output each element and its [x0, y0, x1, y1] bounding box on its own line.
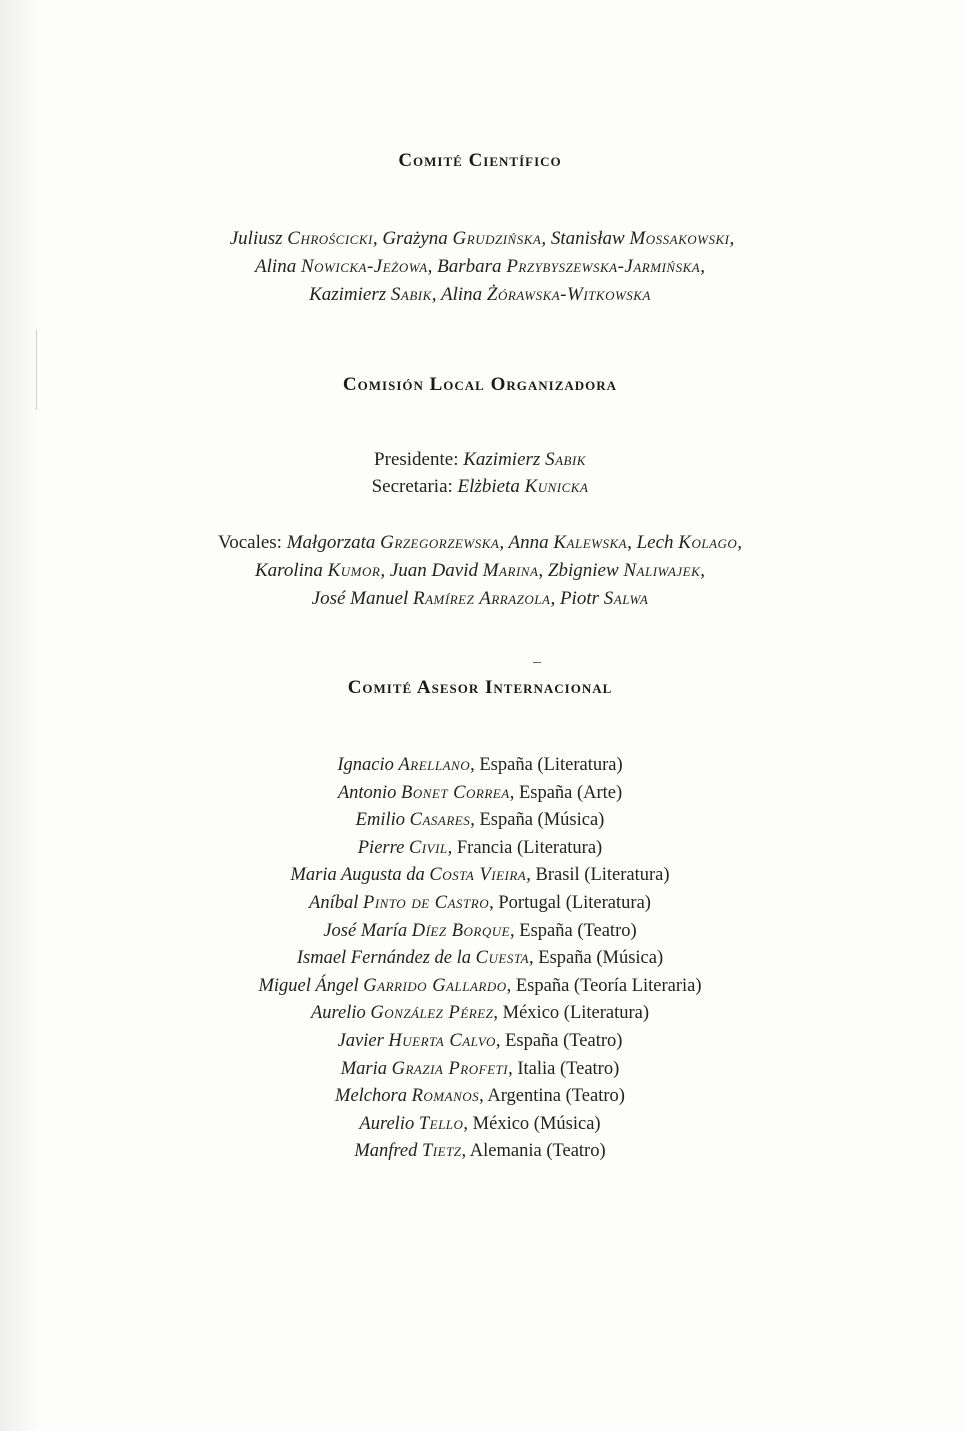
advisor-entry: Emilio Casares, España (Música) — [355, 810, 605, 831]
heading-comision-local: Comisión Local Organizadora — [342, 374, 618, 395]
advisor-entry: Ismael Fernández de la Cuesta, España (Música) — [296, 948, 664, 969]
advisor-entry: Maria Augusta da Costa Vieira, Brasil (Literatura) — [290, 865, 670, 886]
section-divider — [533, 662, 541, 663]
members-line: Juliusz Chrościcki, Grażyna Grudzińska, Stanisław Mossakowski, — [229, 228, 735, 249]
advisor-entry: Miguel Ángel Garrido Gallardo, España (Teoría Literaria) — [258, 975, 702, 996]
vocales-line: Vocales: Małgorzata Grzegorzewska, Anna Kalewska, Lech Kolago, — [217, 532, 743, 553]
comite-asesor-list — [40, 752, 920, 1166]
vocales-line: Karolina Kumor, Juan David Marina, Zbigniew Naliwajek, — [254, 560, 706, 581]
advisor-entry: Ignacio Arellano, España (Literatura) — [337, 755, 623, 775]
comision-president: Presidente: Kazimierz Sabik — [374, 449, 586, 470]
advisor-entry: Aurelio Tello, México (Música) — [359, 1113, 601, 1134]
heading-comite-cientifico: Comité Científico — [398, 150, 562, 171]
heading-comite-asesor: Comité Asesor Internacional — [347, 677, 613, 698]
advisor-entry: Pierre Civil, Francia (Literatura) — [357, 837, 603, 858]
advisor-entry: Aurelio González Pérez, México (Literatura) — [310, 1003, 650, 1024]
book-gutter-shadow — [0, 0, 42, 1431]
advisor-entry: Javier Huerta Calvo, España (Teatro) — [337, 1030, 623, 1051]
comision-secretary: Secretaria: Elżbieta Kunicka — [371, 476, 589, 497]
advisor-entry: José María Díez Borque, España (Teatro) — [323, 920, 637, 941]
comite-cientifico-members — [40, 226, 920, 308]
members-line: Alina Nowicka-Jeżowa, Barbara Przybyszewska-Jarmińska, — [255, 256, 705, 277]
advisor-entry: Manfred Tietz, Alemania (Teatro) — [354, 1141, 606, 1162]
advisor-entry: Maria Grazia Profeti, Italia (Teatro) — [340, 1058, 620, 1079]
advisor-entry: Antonio Bonet Correa, España (Arte) — [337, 782, 623, 803]
comision-vocales — [40, 530, 920, 612]
vocales-line: José Manuel Ramírez Arrazola, Piotr Salwa — [311, 588, 649, 609]
advisor-entry: Aníbal Pinto de Castro, Portugal (Literatura) — [309, 892, 651, 913]
gutter-crease — [36, 330, 37, 410]
advisor-entry: Melchora Romanos, Argentina (Teatro) — [335, 1086, 625, 1107]
members-line: Kazimierz Sabik, Alina Żórawska-Witkowska — [309, 284, 651, 305]
